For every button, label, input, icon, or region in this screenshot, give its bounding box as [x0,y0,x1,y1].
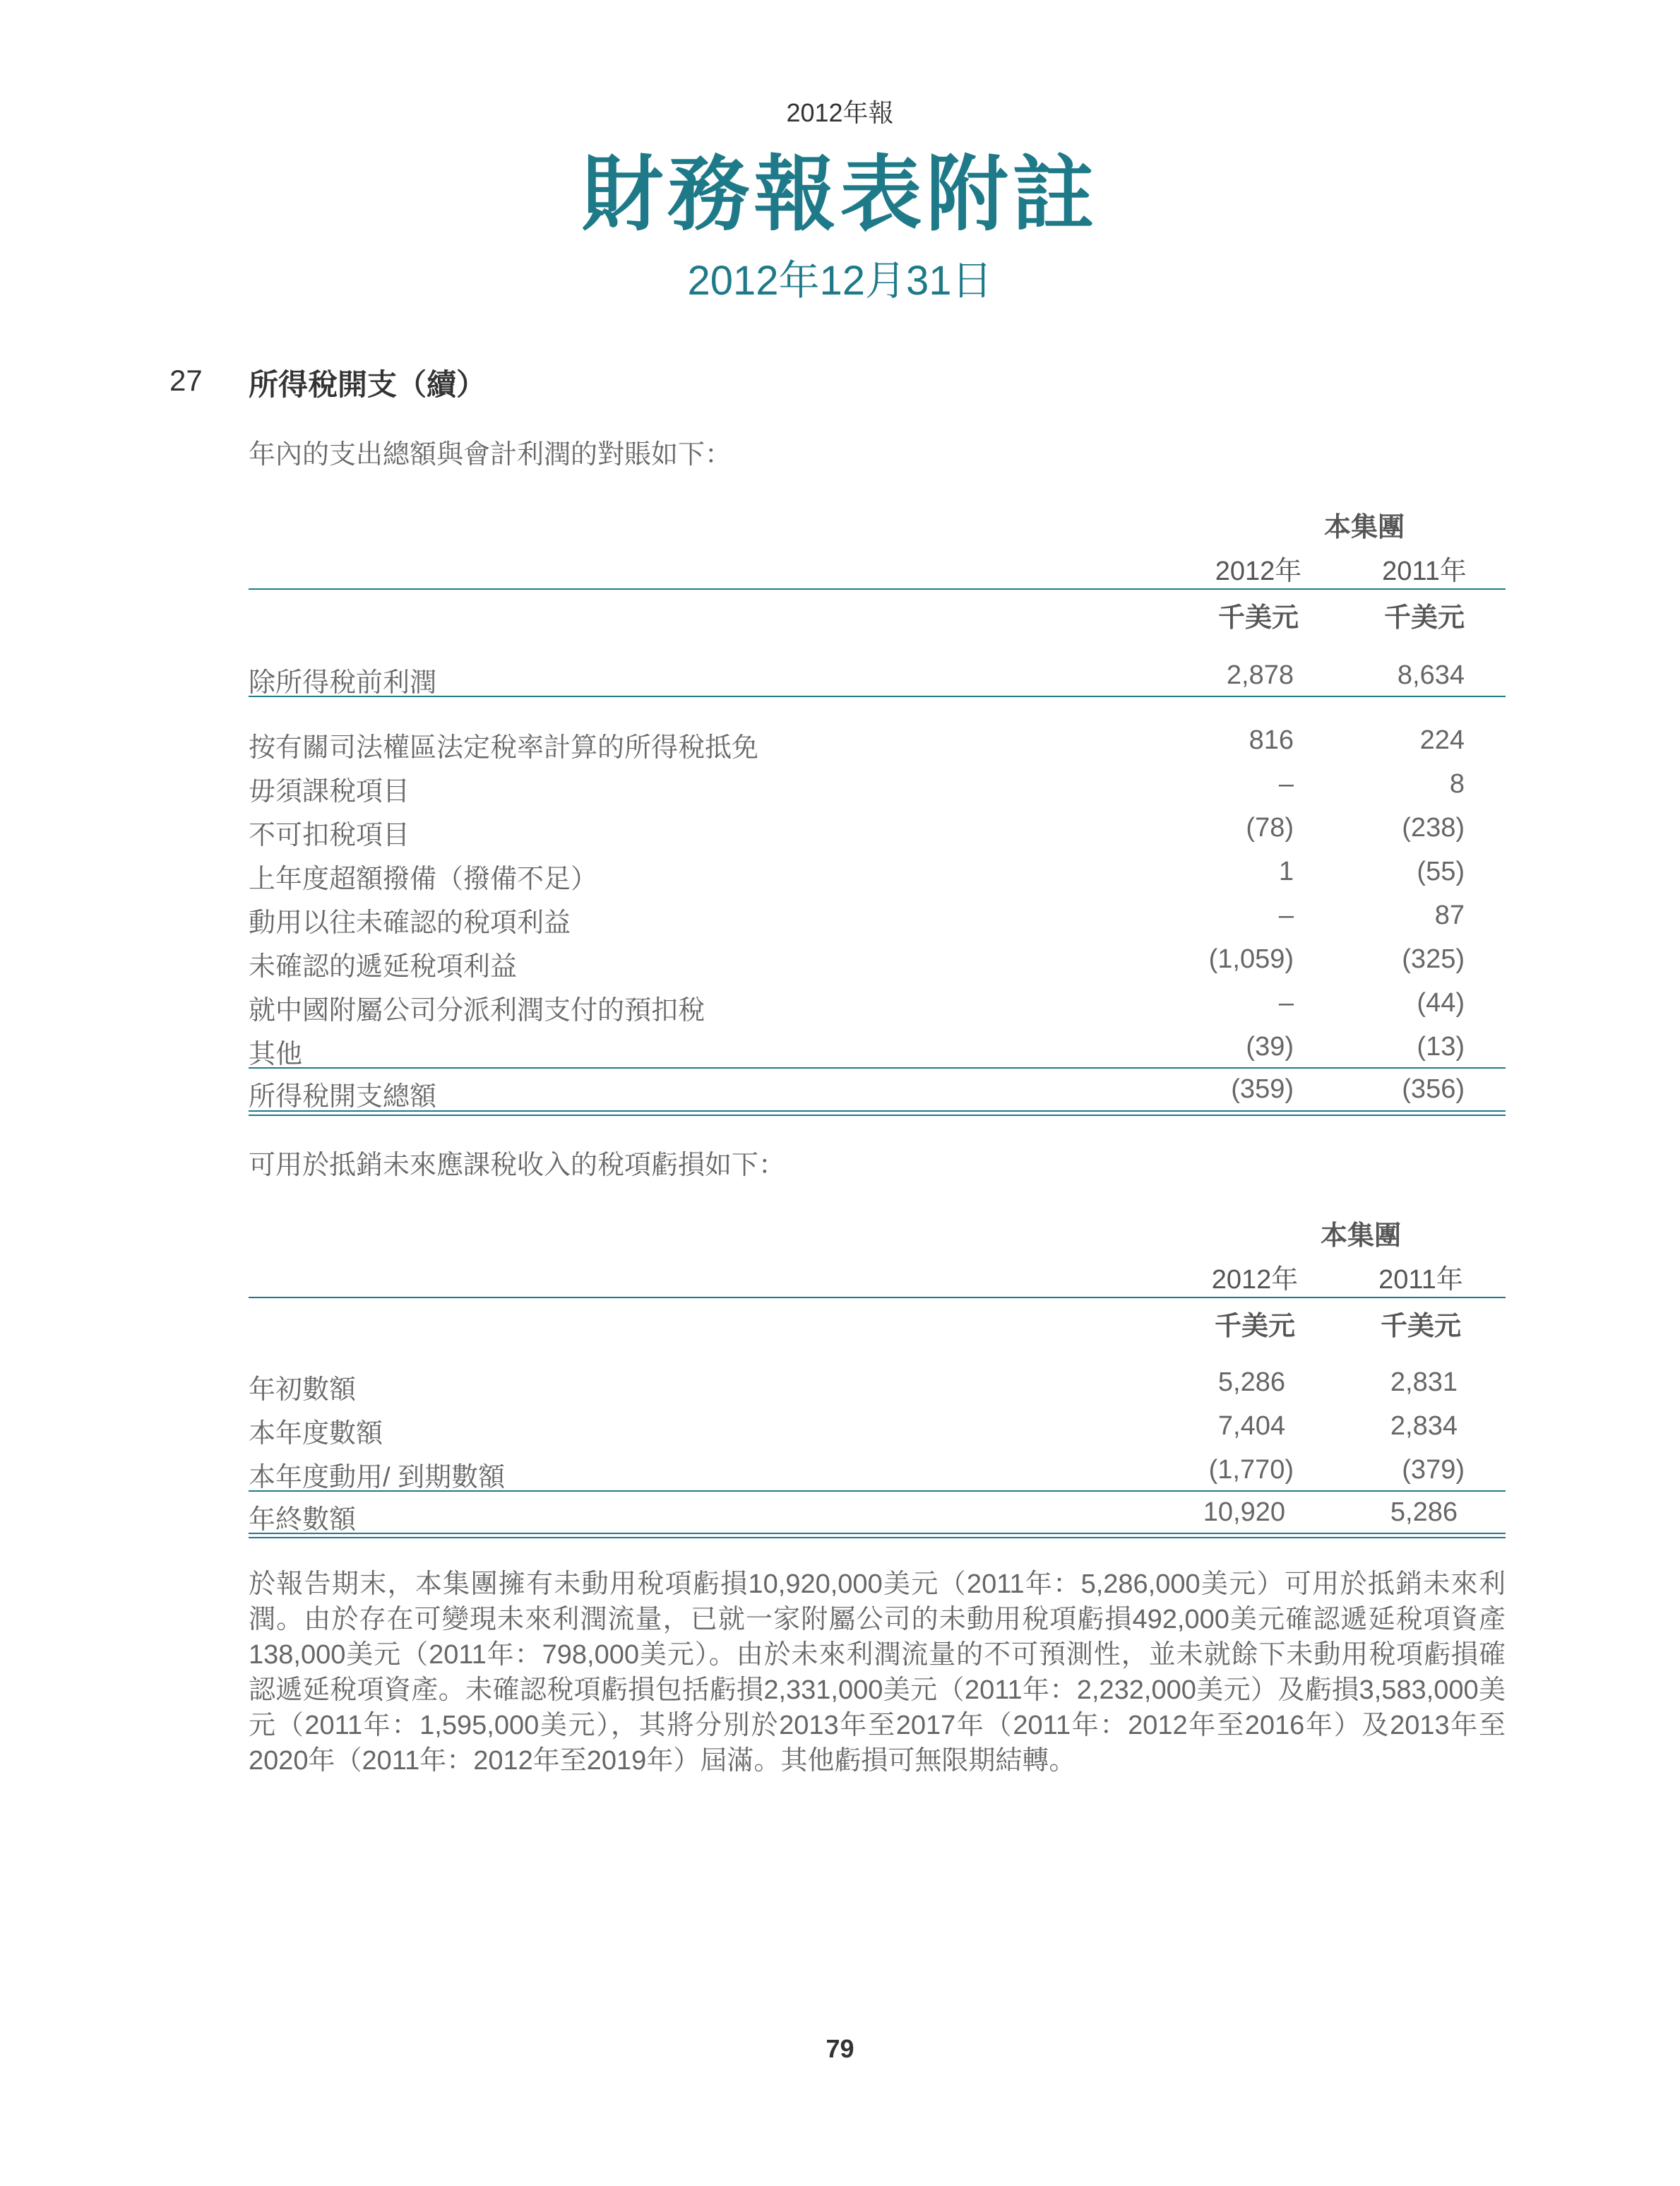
row-label: 本年度數額 [249,1419,383,1449]
page-number: 79 [826,2034,854,2063]
header-rule [249,588,1506,590]
value-2011: (238) [1402,813,1465,843]
value-2012: 816 [1249,725,1294,755]
row-label: 除所得稅前利潤 [249,668,437,698]
value-2011: 224 [1419,725,1465,755]
row-label: 年終數額 [249,1505,357,1535]
table-row [249,769,1506,812]
unit-header-2011: 千美元 [1380,1312,1461,1341]
value-2012: – [1278,769,1294,799]
value-2012: – [1278,988,1294,1018]
group-header: 本集團 [1320,1221,1401,1251]
table-row [249,901,1506,943]
row-label: 毋須課稅項目 [249,777,410,807]
tax-losses-table [249,1213,1506,1538]
table1-intro: 年內的支出總額與會計利潤的對賬如下： [249,440,732,470]
table-row [249,725,1506,768]
table-row [249,988,1506,1030]
value-2012: 2,878 [1226,660,1294,690]
row-label: 按有關司法權區法定稅率計算的所得稅抵免 [249,733,759,763]
subtotal-rule [249,1067,1506,1069]
year-header-2012: 2012年 [1215,557,1302,586]
row-label: 上年度超額撥備（撥備不足） [249,865,598,894]
value-2011: (13) [1417,1032,1465,1062]
section-title: 所得稅開支（續） [249,368,487,401]
table2-intro: 可用於抵銷未來應課稅收入的稅項虧損如下： [249,1151,786,1180]
row-label: 就中國附屬公司分派利潤支付的預扣稅 [249,996,705,1026]
page-date: 2012年12月31日 [687,258,993,304]
table-row [249,944,1506,987]
row-rule [249,696,1506,697]
row-label: 不可扣稅項目 [249,821,410,850]
row-label: 動用以往未確認的稅項利益 [249,908,571,938]
year-header-2011: 2011年 [1382,557,1467,586]
value-2012: (39) [1246,1032,1294,1062]
tax-reconciliation-table [249,505,1506,1119]
value-2012: 10,920 [1203,1497,1285,1527]
value-2011: (379) [1402,1455,1465,1485]
value-2011: 2,834 [1390,1411,1458,1441]
value-2011: 2,831 [1390,1367,1458,1397]
value-2012: (78) [1246,813,1294,843]
row-label: 未確認的遞延稅項利益 [249,952,518,982]
value-2012: 5,286 [1217,1367,1285,1397]
table-row [249,813,1506,855]
row-label: 年初數額 [249,1375,357,1405]
row-label: 其他 [249,1040,303,1069]
unit-header-2012: 千美元 [1214,1312,1295,1341]
value-2012: 7,404 [1217,1411,1285,1441]
report-year: 2012年報 [786,98,894,127]
value-2011: 8 [1449,769,1465,799]
value-2012: (1,770) [1208,1455,1294,1485]
header-rule [249,1297,1506,1298]
total-double-rule [249,1533,1506,1538]
table-row [249,1367,1506,1410]
value-2011: 87 [1434,901,1465,930]
value-2011: 5,286 [1390,1497,1458,1527]
year-header-2011: 2011年 [1378,1265,1463,1295]
row-label: 所得稅開支總額 [249,1082,437,1112]
group-header: 本集團 [1323,513,1405,542]
value-2012: 1 [1278,857,1294,886]
unit-header-2012: 千美元 [1217,603,1299,633]
value-2011: (55) [1417,857,1465,886]
tax-loss-note: 於報告期末，本集團擁有未動用稅項虧損10,920,000美元（2011年：5,286,000美元）可用於抵銷未來利潤。由於存在可變現未來利潤流量，已就一家附屬公司的未動用稅項虧損492,000美元確認遞延稅項資產138,000美元（2011年：798,000美元）。由於未來利潤流量的不可預測性，並未就餘下未動用稅項虧損確認遞延稅項資產。未確認稅項虧損包括虧損2,331,000美元（2011年：2,232,000美元）及虧損3,583,000美元（2011年：1,595,000美元），其將分別於2013年至2017年（2011年：2012年至2016年）及2013年至2020年（2011年：2012年至2019年）屆滿。其他虧損可無限期結轉。 [249,1569,1506,1776]
section-number: 27 [169,364,203,397]
value-2012: (359) [1231,1074,1294,1104]
value-2012: – [1278,901,1294,930]
value-2011: (325) [1402,944,1465,974]
value-2011: (356) [1402,1074,1465,1104]
value-2011: 8,634 [1397,660,1465,690]
table-row [249,1411,1506,1454]
table-row [249,857,1506,899]
year-header-2012: 2012年 [1211,1265,1299,1295]
subtotal-rule [249,1490,1506,1492]
value-2012: (1,059) [1208,944,1294,974]
total-double-rule [249,1110,1506,1116]
unit-header-2011: 千美元 [1383,603,1465,633]
row-label: 本年度動用/ 到期數額 [249,1463,506,1492]
value-2011: (44) [1417,988,1465,1018]
page-title: 財務報表附註 [581,148,1099,240]
